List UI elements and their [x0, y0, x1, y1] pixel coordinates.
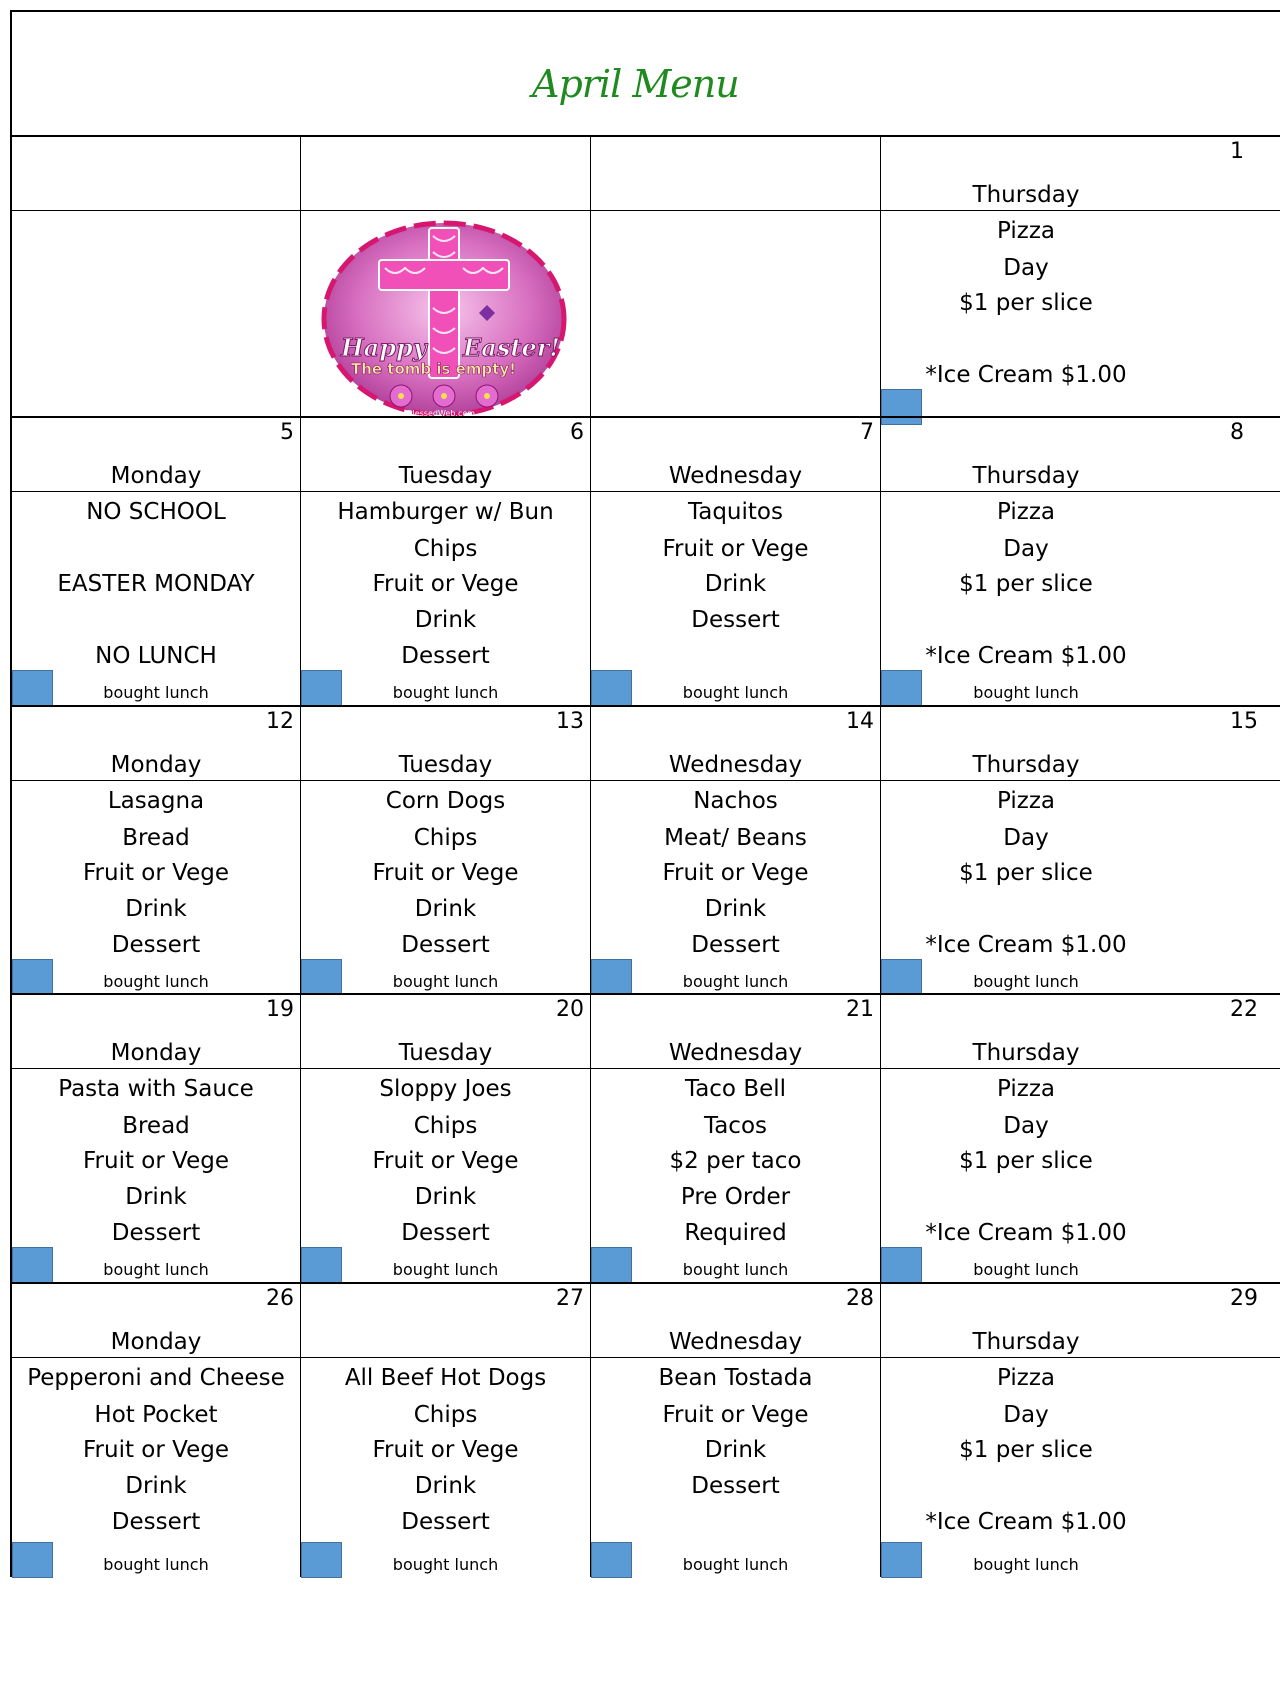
- bought-lunch-label: bought lunch: [682, 683, 789, 702]
- day-header-cell: [880, 1284, 1273, 1357]
- menu-item: $1 per slice: [959, 290, 1093, 316]
- menu-cell: [880, 1357, 1280, 1577]
- day-header-cell: [10, 707, 300, 780]
- menu-item: Dessert: [111, 932, 201, 958]
- menu-item: *Ice Cream $1.00: [925, 362, 1127, 388]
- day-name: Wednesday: [668, 1040, 803, 1066]
- menu-item: Fruit or Vege: [372, 1148, 519, 1174]
- menu-item: Dessert: [401, 1509, 490, 1535]
- menu-item: $2 per taco: [669, 1148, 802, 1174]
- menu-item: Pepperoni and Cheese: [27, 1365, 285, 1391]
- menu-item: Drink: [704, 896, 767, 922]
- day-number: 29: [1230, 1286, 1258, 1311]
- day-header-cell: [590, 137, 880, 210]
- title-banner: [10, 10, 1280, 137]
- menu-item: EASTER MONDAY: [57, 571, 255, 597]
- day-name: Wednesday: [668, 1329, 803, 1355]
- day-name: Thursday: [972, 182, 1080, 208]
- week-row: [10, 993, 1280, 1282]
- menu-item: Bread: [122, 1113, 190, 1139]
- day-header-cell: [300, 995, 590, 1068]
- day-number: 26: [266, 1286, 294, 1311]
- page-title: April Menu: [532, 62, 739, 106]
- day-header-cell: [590, 707, 880, 780]
- menu-item: Corn Dogs: [385, 788, 506, 814]
- menu-body-row: [10, 491, 1280, 705]
- day-name: Thursday: [972, 1329, 1080, 1355]
- day-header-cell: [880, 137, 1273, 210]
- menu-item: Taco Bell: [684, 1076, 787, 1102]
- day-name: Monday: [110, 463, 202, 489]
- menu-item: Drink: [704, 1437, 767, 1463]
- week-row: [10, 705, 1280, 994]
- menu-cell: [10, 210, 300, 424]
- day-header-cell: [300, 137, 590, 210]
- menu-item: Chips: [413, 825, 478, 851]
- menu-item: $1 per slice: [959, 860, 1093, 886]
- day-name: Monday: [110, 1040, 202, 1066]
- menu-item: Dessert: [111, 1509, 201, 1535]
- menu-item: *Ice Cream $1.00: [925, 1220, 1127, 1246]
- day-number: 12: [266, 709, 294, 734]
- menu-cell: [590, 780, 880, 994]
- bought-lunch-label: bought lunch: [392, 683, 499, 702]
- day-header-row: [10, 1284, 1280, 1358]
- menu-item: Fruit or Vege: [662, 1402, 809, 1428]
- menu-item: NO LUNCH: [95, 643, 217, 669]
- menu-cell: [300, 780, 590, 994]
- menu-item: Lasagna: [107, 788, 205, 814]
- svg-text:Happy: Happy: [341, 333, 427, 362]
- menu-cell: [880, 780, 1280, 994]
- menu-item: Day: [1003, 825, 1049, 851]
- menu-item: $1 per slice: [959, 571, 1093, 597]
- day-name: Wednesday: [668, 463, 803, 489]
- day-header-cell: [10, 995, 300, 1068]
- week-row: [10, 137, 1280, 424]
- menu-item: Pizza: [997, 499, 1055, 525]
- day-number: 20: [556, 997, 584, 1022]
- bought-lunch-label: bought lunch: [103, 972, 209, 991]
- day-number: 21: [846, 997, 874, 1022]
- menu-item: Drink: [414, 1184, 477, 1210]
- menu-item: Fruit or Vege: [372, 571, 519, 597]
- bought-lunch-label: bought lunch: [973, 1260, 1079, 1279]
- svg-text:Easter!: Easter!: [463, 333, 560, 362]
- bought-lunch-label: bought lunch: [392, 1260, 499, 1279]
- bought-lunch-label: bought lunch: [973, 1555, 1079, 1574]
- menu-body-row: [10, 1068, 1280, 1282]
- menu-item: $1 per slice: [959, 1437, 1093, 1463]
- menu-item: Bread: [122, 825, 190, 851]
- bought-lunch-label: bought lunch: [103, 1260, 209, 1279]
- week-row: [10, 416, 1280, 705]
- menu-item: Dessert: [111, 1220, 201, 1246]
- menu-item: Dessert: [691, 607, 780, 633]
- menu-item: *Ice Cream $1.00: [925, 1509, 1127, 1535]
- menu-item: Hot Pocket: [94, 1402, 218, 1428]
- day-header-row: [10, 707, 1280, 781]
- menu-item: Day: [1003, 536, 1049, 562]
- menu-item: Taquitos: [688, 499, 783, 525]
- bought-lunch-label: bought lunch: [973, 972, 1079, 991]
- menu-item: Pasta with Sauce: [58, 1076, 254, 1102]
- menu-item: Pizza: [997, 1076, 1055, 1102]
- menu-item: Dessert: [401, 932, 490, 958]
- menu-body-row: [10, 210, 1280, 424]
- day-header-cell: [880, 995, 1273, 1068]
- menu-item: *Ice Cream $1.00: [925, 643, 1127, 669]
- menu-item: Pizza: [997, 218, 1055, 244]
- day-header-cell: [590, 1284, 880, 1357]
- day-header-row: [10, 995, 1280, 1069]
- menu-item: NO SCHOOL: [86, 499, 226, 525]
- day-name: Monday: [110, 752, 202, 778]
- menu-item: Sloppy Joes: [379, 1076, 512, 1102]
- menu-item: Day: [1003, 1402, 1049, 1428]
- bought-lunch-label: bought lunch: [682, 972, 789, 991]
- day-header-cell: [10, 418, 300, 491]
- menu-item: Meat/ Beans: [664, 825, 807, 851]
- menu-item: Drink: [125, 1184, 187, 1210]
- menu-item: Tacos: [703, 1113, 768, 1139]
- menu-item: Fruit or Vege: [83, 1148, 229, 1174]
- day-name: Thursday: [972, 1040, 1080, 1066]
- menu-item: Pizza: [997, 1365, 1055, 1391]
- day-header-cell: [300, 1284, 590, 1357]
- menu-cell: [880, 491, 1280, 705]
- day-number: 14: [846, 709, 874, 734]
- day-name: Thursday: [972, 752, 1080, 778]
- menu-cell: [590, 491, 880, 705]
- bought-lunch-label: bought lunch: [392, 1555, 499, 1574]
- day-number: 13: [556, 709, 584, 734]
- day-number: 28: [846, 1286, 874, 1311]
- menu-item: Dessert: [401, 643, 490, 669]
- menu-item: Dessert: [691, 932, 780, 958]
- svg-text:BlessedWeb.com: BlessedWeb.com: [407, 409, 476, 418]
- day-name: Wednesday: [668, 752, 803, 778]
- menu-cell: [300, 1068, 590, 1282]
- menu-cell: [880, 1068, 1280, 1282]
- day-number: 22: [1230, 997, 1258, 1022]
- day-number: 1: [1230, 139, 1244, 164]
- menu-item: Fruit or Vege: [662, 536, 809, 562]
- day-name: Tuesday: [398, 1040, 493, 1066]
- menu-item: Bean Tostada: [658, 1365, 813, 1391]
- menu-item: Drink: [414, 896, 477, 922]
- easter-image: [321, 218, 567, 424]
- menu-cell: [590, 1068, 880, 1282]
- menu-item: Chips: [413, 536, 478, 562]
- menu-item: Fruit or Vege: [372, 1437, 519, 1463]
- day-number: 15: [1230, 709, 1258, 734]
- menu-cell: [10, 780, 300, 994]
- day-header-cell: [880, 418, 1273, 491]
- menu-item: Dessert: [401, 1220, 490, 1246]
- day-name: Thursday: [972, 463, 1080, 489]
- menu-item: Pizza: [997, 788, 1055, 814]
- menu-cell: [300, 491, 590, 705]
- day-header-cell: [590, 418, 880, 491]
- menu-item: Fruit or Vege: [372, 860, 519, 886]
- day-number: 7: [860, 420, 874, 445]
- day-header-cell: [880, 707, 1273, 780]
- day-number: 8: [1230, 420, 1244, 445]
- menu-cell: [590, 210, 880, 424]
- day-name: Tuesday: [398, 752, 493, 778]
- menu-item: Pre Order: [680, 1184, 791, 1210]
- menu-item: Drink: [704, 571, 767, 597]
- day-number: 6: [570, 420, 584, 445]
- menu-item: Required: [684, 1220, 787, 1246]
- menu-item: Day: [1003, 1113, 1049, 1139]
- menu-cell: [10, 491, 300, 705]
- day-header-cell: [10, 1284, 300, 1357]
- menu-item: Fruit or Vege: [83, 1437, 229, 1463]
- menu-item: Drink: [414, 607, 477, 633]
- bought-lunch-label: bought lunch: [973, 683, 1079, 702]
- bought-lunch-label: bought lunch: [392, 972, 499, 991]
- bought-lunch-label: bought lunch: [103, 683, 209, 702]
- menu-item: Nachos: [693, 788, 778, 814]
- menu-item: Drink: [125, 1473, 187, 1499]
- menu-item: Drink: [414, 1473, 477, 1499]
- day-number: 5: [280, 420, 294, 445]
- day-header-cell: [300, 418, 590, 491]
- menu-item: $1 per slice: [959, 1148, 1093, 1174]
- day-name: Monday: [110, 1329, 202, 1355]
- day-name: Tuesday: [398, 463, 493, 489]
- menu-cell: [300, 210, 590, 424]
- menu-cell: [10, 1068, 300, 1282]
- menu-item: Chips: [413, 1113, 478, 1139]
- menu-item: Dessert: [691, 1473, 780, 1499]
- day-header-cell: [590, 995, 880, 1068]
- day-header-row: [10, 137, 1280, 211]
- day-number: 19: [266, 997, 294, 1022]
- menu-item: Hamburger w/ Bun: [337, 499, 554, 525]
- menu-item: Fruit or Vege: [662, 860, 809, 886]
- day-number: 27: [556, 1286, 584, 1311]
- menu-item: Chips: [413, 1402, 478, 1428]
- easter-cross-icon: [321, 218, 567, 420]
- day-header-cell: [10, 137, 300, 210]
- menu-cell: [300, 1357, 590, 1577]
- menu-item: Drink: [125, 896, 187, 922]
- svg-text:The tomb is empty!: The tomb is empty!: [351, 360, 516, 378]
- menu-cell: [880, 210, 1280, 424]
- menu-body-row: [10, 780, 1280, 994]
- bought-lunch-label: bought lunch: [682, 1555, 789, 1574]
- menu-item: All Beef Hot Dogs: [344, 1365, 547, 1391]
- week-row: [10, 1282, 1280, 1577]
- bought-lunch-label: bought lunch: [682, 1260, 789, 1279]
- menu-item: *Ice Cream $1.00: [925, 932, 1127, 958]
- menu-cell: [590, 1357, 880, 1577]
- menu-item: Day: [1003, 255, 1049, 281]
- menu-body-row: [10, 1357, 1280, 1577]
- day-header-row: [10, 418, 1280, 492]
- menu-cell: [10, 1357, 300, 1577]
- day-header-cell: [300, 707, 590, 780]
- bought-lunch-label: bought lunch: [103, 1555, 209, 1574]
- menu-item: Fruit or Vege: [83, 860, 229, 886]
